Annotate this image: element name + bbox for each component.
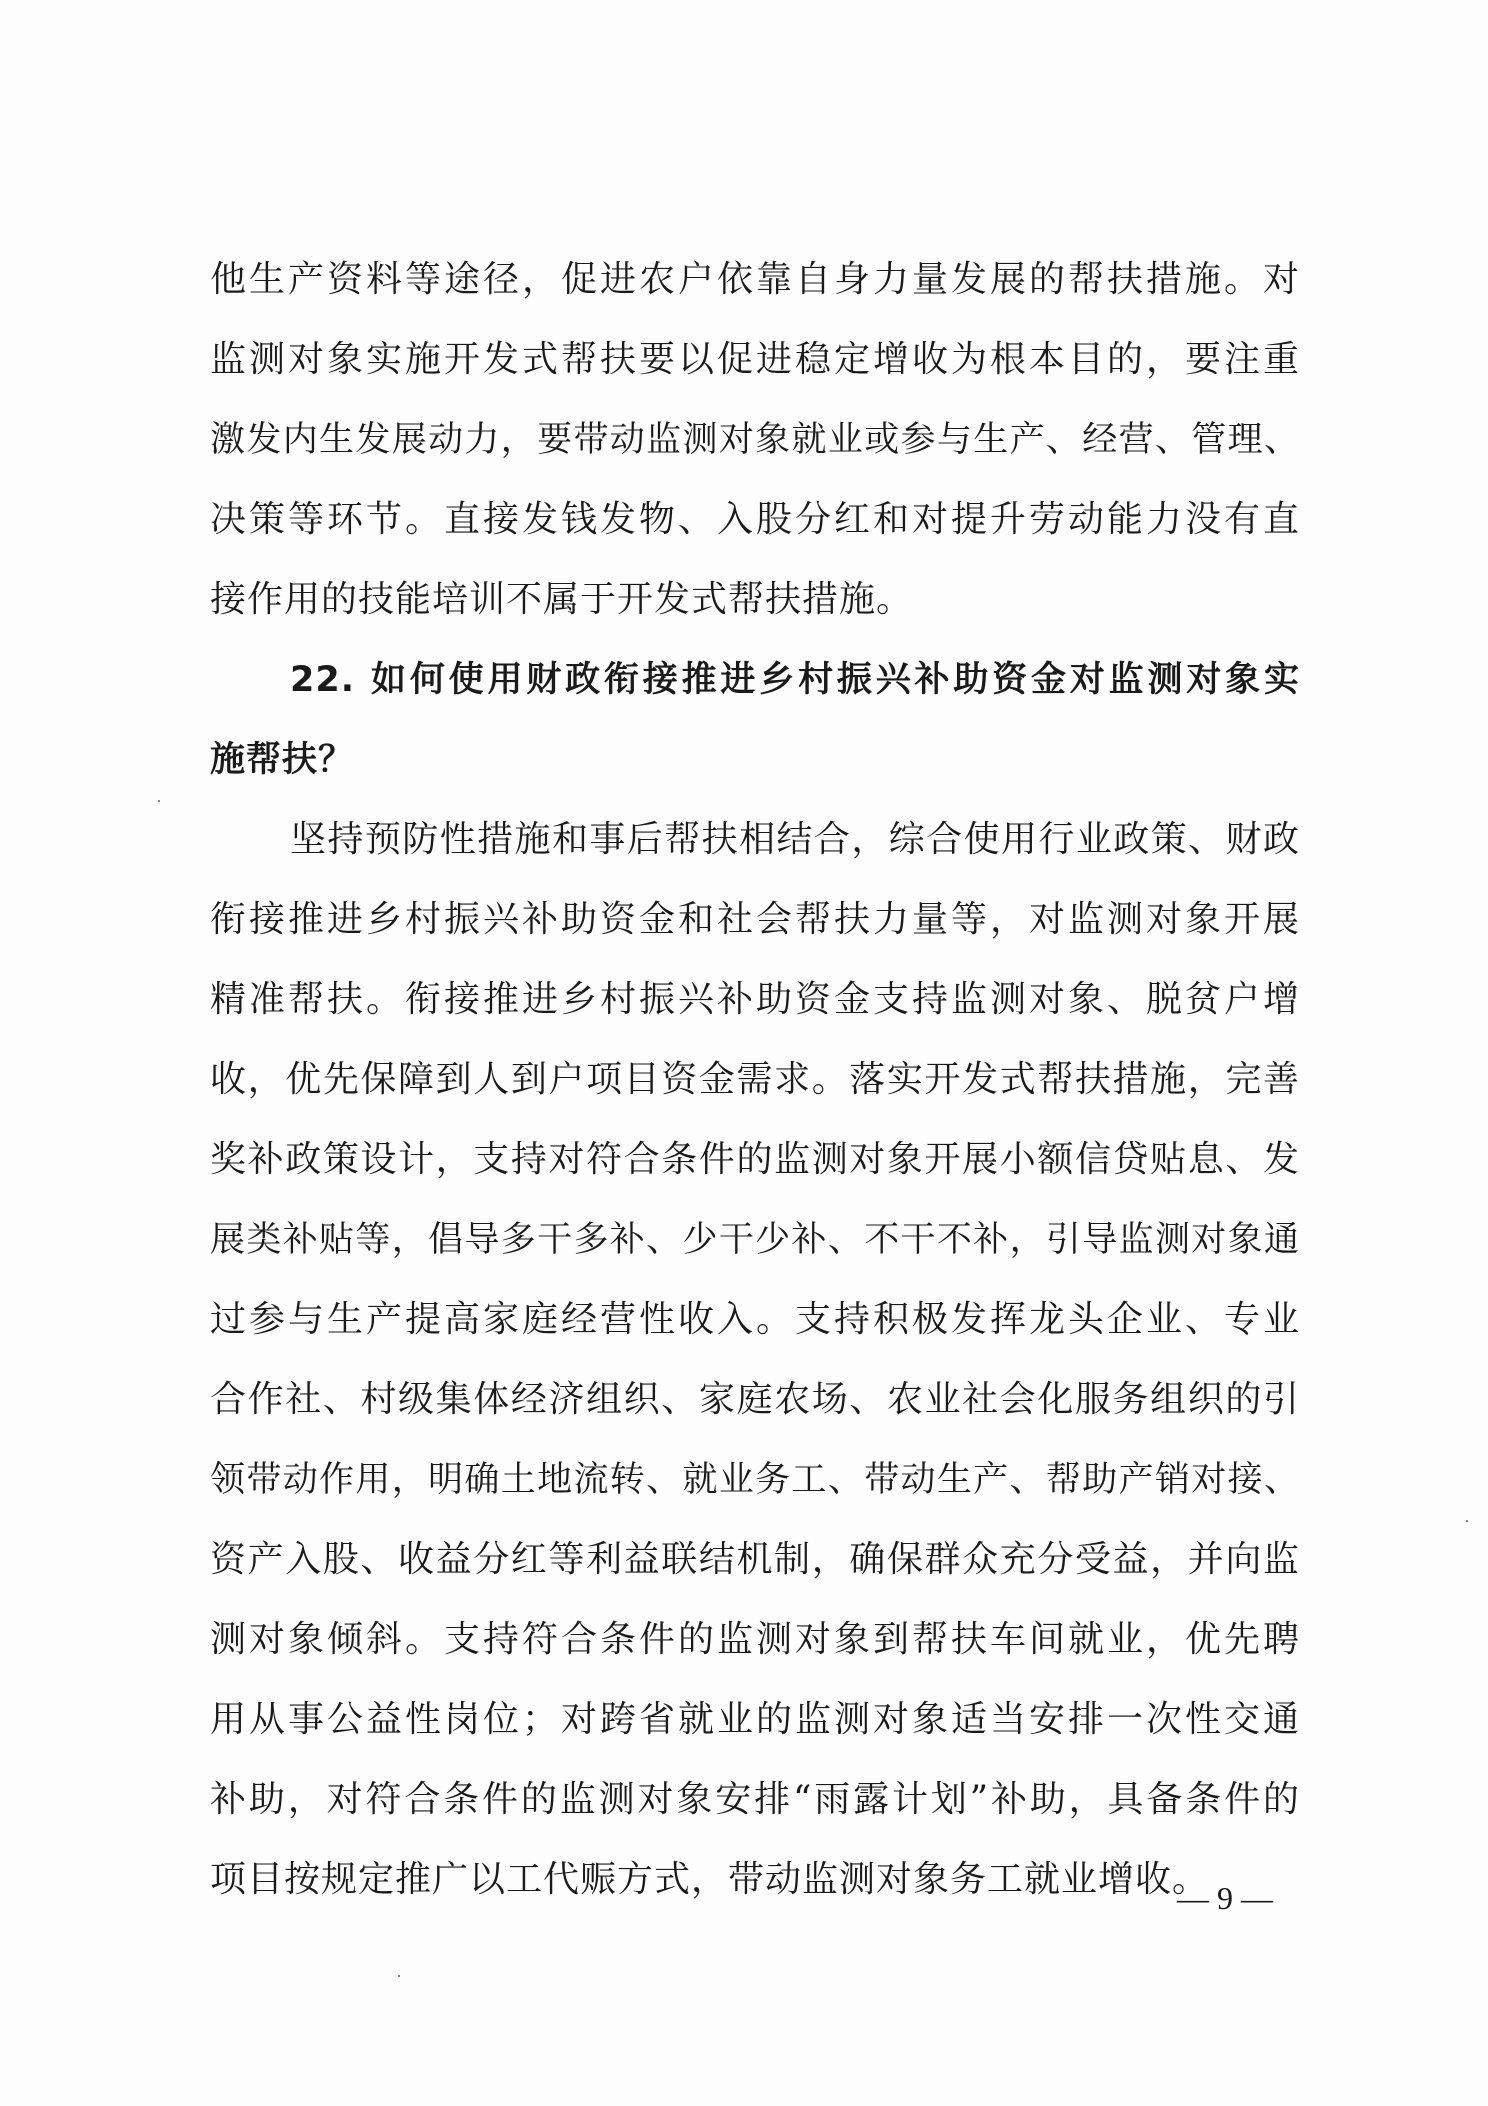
body-text-line: 用从事公益性岗位；对跨省就业的监测对象适当安排一次性交通	[210, 1699, 1300, 1740]
body-text-line: 收，优先保障到人到户项目资金需求。落实开发式帮扶措施，完善	[210, 1059, 1300, 1100]
scan-speck	[1466, 1520, 1468, 1522]
scan-speck	[398, 1975, 400, 1977]
body-text-line: 展类补贴等，倡导多干多补、少干少补、不干不补，引导监测对象通	[210, 1220, 1300, 1260]
body-text-line: 测对象倾斜。支持符合条件的监测对象到帮扶车间就业，优先聘	[210, 1619, 1300, 1660]
section-heading-line: 22. 如何使用财政衔接推进乡村振兴补助资金对监测对象实	[290, 660, 1300, 700]
body-text-line: 决策等环节。直接发钱发物、入股分红和对提升劳动能力没有直	[210, 499, 1300, 540]
scan-speck	[158, 800, 160, 802]
body-text-line: 资产入股、收益分红等利益联结机制，确保群众充分受益，并向监	[210, 1539, 1300, 1580]
document-body	[210, 240, 1300, 1920]
page-number: — 9 —	[1177, 1880, 1273, 1916]
body-text-line: 激发内生发展动力，要带动监测对象就业或参与生产、经营、管理、	[210, 420, 1300, 460]
body-text-line: 领带动作用，明确土地流转、就业务工、带动生产、帮助产销对接、	[210, 1460, 1300, 1500]
body-text-line: 精准帮扶。衔接推进乡村振兴补助资金支持监测对象、脱贫户增	[210, 979, 1300, 1020]
body-text-line: 补助，对符合条件的监测对象安排“雨露计划”补助，具备条件的	[210, 1779, 1300, 1820]
body-text-line: 接作用的技能培训不属于开发式帮扶措施。	[210, 579, 914, 620]
body-text-line: 项目按规定推广以工代赈方式，带动监测对象务工就业增收。	[210, 1859, 1210, 1900]
body-text-line: 过参与生产提高家庭经营性收入。支持积极发挥龙头企业、专业	[210, 1299, 1300, 1340]
body-text-line: 坚持预防性措施和事后帮扶相结合，综合使用行业政策、财政	[290, 819, 1300, 860]
body-text-line: 监测对象实施开发式帮扶要以促进稳定增收为根本目的，要注重	[210, 339, 1300, 380]
body-text-line: 奖补政策设计，支持对符合条件的监测对象开展小额信贷贴息、发	[210, 1139, 1300, 1180]
section-heading-line: 施帮扶？	[210, 740, 355, 780]
body-text-line: 他生产资料等途径，促进农户依靠自身力量发展的帮扶措施。对	[210, 259, 1300, 300]
body-text-line: 合作社、村级集体经济组织、家庭农场、农业社会化服务组织的引	[210, 1379, 1300, 1420]
body-text-line: 衔接推进乡村振兴补助资金和社会帮扶力量等，对监测对象开展	[210, 899, 1300, 940]
